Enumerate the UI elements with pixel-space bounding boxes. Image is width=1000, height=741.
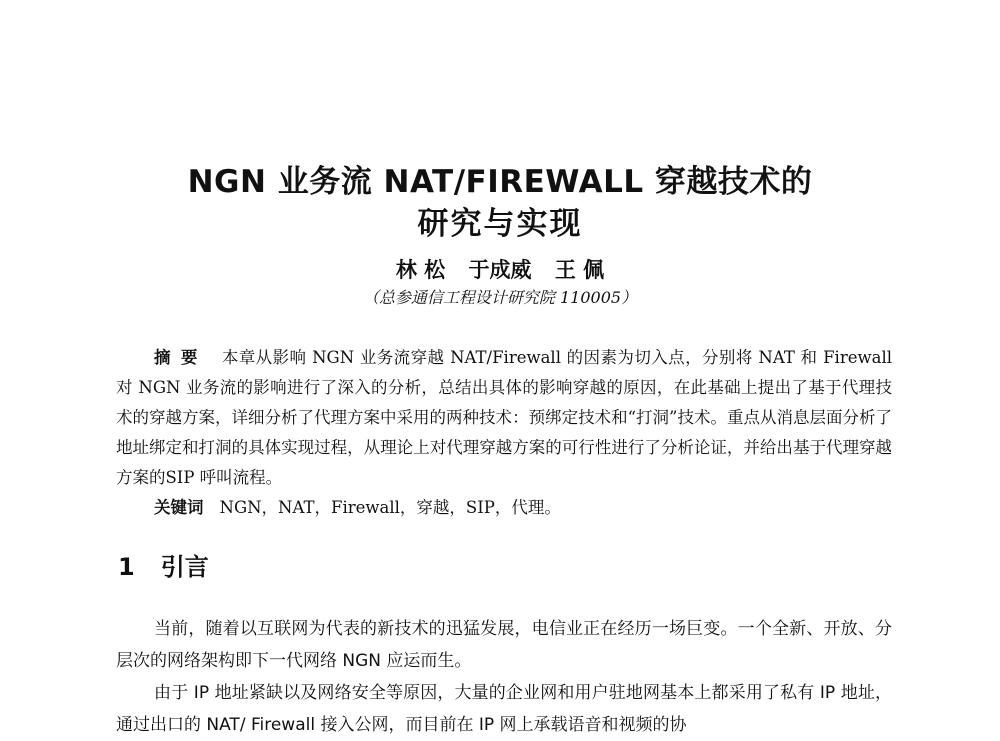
affiliation: （总参通信工程设计研究院 110005） — [362, 288, 638, 307]
author-3: 王 佩 — [554, 258, 605, 282]
keywords-label: 关键词 — [154, 498, 204, 517]
section-number: 1 — [118, 553, 135, 581]
keywords — [154, 493, 894, 523]
body-text — [116, 613, 892, 741]
keywords-text: NGN，NAT，Firewall，穿越，SIP，代理。 — [219, 498, 561, 517]
abstract — [116, 343, 892, 493]
abstract-text: 本章从影响 NGN 业务流穿越 NAT/Firewall 的因素为切入点，分别将 NAT 和 Firewall 对 NGN 业务流的影响进行了深入的分析，总结出具体的影响穿越的原因，在此基础上提出了基于代理技术的穿越方案，详细分析了代理方案中采用的两种技术：预绑定技术和“打洞”技术。重点从消息层面分析了地址绑定和打洞的具体实现过程，从理论上对代理穿越方案的可行性进行了分析论证，并给出基于代理穿越方案的SIP 呼叫流程。 — [116, 348, 893, 487]
paragraph: 由于 IP 地址紧缺以及网络安全等原因，大量的企业网和用户驻地网基本上都采用了私有 IP 地址，通过出口的 NAT/ Firewall 接入公网，而目前在 IP 网上承载语音和视频的协 — [116, 683, 892, 735]
paper-title-line-1: NGN 业务流 NAT/FIREWALL 穿越技术的 — [187, 164, 813, 200]
authors — [0, 256, 1000, 284]
author-2: 于成威 — [468, 258, 532, 282]
author-1: 林 松 — [395, 258, 446, 282]
paper-title-line-2: 研究与实现 — [417, 206, 583, 242]
abstract-label: 摘要 — [154, 348, 208, 367]
section-heading — [118, 551, 209, 583]
paragraph: 当前，随着以互联网为代表的新技术的迅猛发展，电信业正在经历一场巨变。一个全新、开放、分层次的网络架构即下一代网络 NGN 应运而生。 — [116, 619, 892, 671]
section-title: 引言 — [160, 553, 209, 581]
